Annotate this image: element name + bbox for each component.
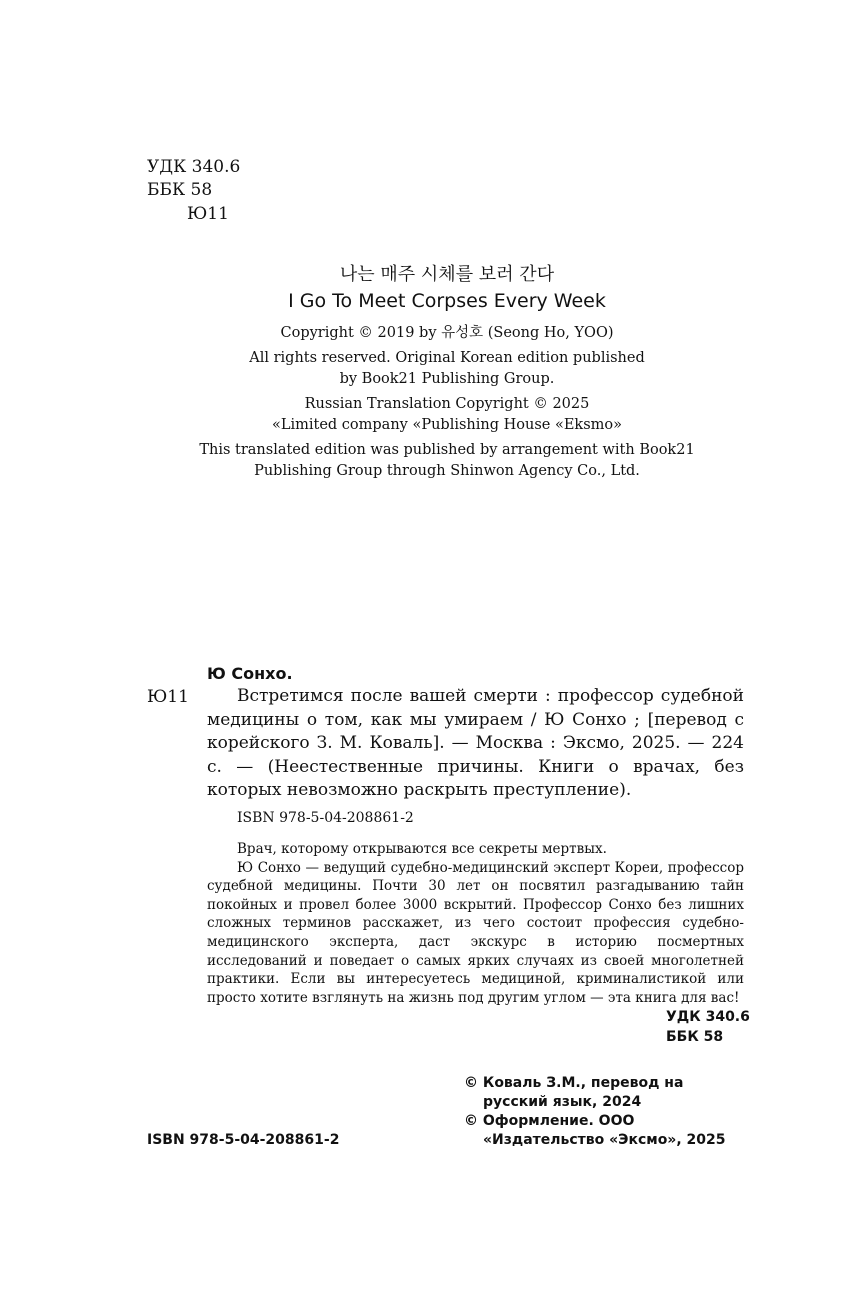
rights-line-1: All rights reserved. Original Korean edition published bbox=[249, 350, 645, 366]
annotation bbox=[207, 840, 744, 1007]
catalog-udk: УДК 340.6 bbox=[666, 1009, 750, 1025]
arrangement-line-1: This translated edition was published by arrangement with Book21 bbox=[199, 442, 695, 458]
title-english: I Go To Meet Corpses Every Week bbox=[288, 290, 606, 312]
rights-line-2: by Book21 Publishing Group. bbox=[339, 371, 555, 387]
catalog-entry: Встретимся после вашей смерти : профессор судебной медицины о том, как мы умираем / Ю Сонхо ; [перевод с корейского З. М. Коваль]. — Москва : Эксмо, 2025. — 224 с. — (Неестественные причины. Книги о врачах, без которых невозможно раскрыть преступление). bbox=[207, 686, 744, 800]
copyright-translation: © Коваль З.М., перевод на русский язык, 2024 bbox=[464, 1075, 684, 1110]
translation-line-1: Russian Translation Copyright © 2025 bbox=[304, 396, 590, 412]
footer-copyrights bbox=[464, 1074, 746, 1150]
arrangement-line-2: Publishing Group through Shinwon Agency Co., Ltd. bbox=[254, 463, 640, 479]
catalog-index-mark: Ю11 bbox=[147, 687, 189, 707]
catalog-bbk: ББК 58 bbox=[666, 1029, 724, 1045]
catalog-author: Ю Сонхо. bbox=[207, 664, 293, 683]
annotation-paragraph-1: Врач, которому открываются все секреты мертвых. bbox=[237, 841, 607, 857]
copyright-design: © Оформление. ООО «Издательство «Эксмо», 2025 bbox=[464, 1113, 726, 1148]
udk-code-top: УДК 340.6 bbox=[147, 157, 241, 177]
copyright-line: Copyright © 2019 by 유성호 (Seong Ho, YOO) bbox=[280, 325, 614, 341]
annotation-paragraph-2: Ю Сонхо — ведущий судебно-медицинский эксперт Кореи, профессор судебной медицины. Почти 30 лет он посвятил разгадыванию тайн покойных и провел более 3000 вскрытий. Профессор Сонхо без лишних сложных терминов расскажет, из чего состоит профессия судебно-медицинского эксперта, даст экскурс в историю посмертных исследований и поведает о самых ярких случаях из своей многолетней практики. Если вы интересуетесь медициной, криминалистикой или просто хотите взглянуть на жизнь под другим углом — эта книга для вас! bbox=[207, 859, 744, 1006]
author-mark-top: Ю11 bbox=[187, 204, 229, 224]
bbk-code-top: ББК 58 bbox=[147, 180, 213, 200]
translation-line-2: «Limited company «Publishing House «Eksmo» bbox=[271, 417, 623, 433]
footer-isbn: ISBN 978-5-04-208861-2 bbox=[147, 1132, 340, 1148]
title-korean: 나는 매주 시체를 보러 간다 bbox=[339, 264, 555, 285]
catalog-isbn: ISBN 978-5-04-208861-2 bbox=[237, 810, 414, 826]
